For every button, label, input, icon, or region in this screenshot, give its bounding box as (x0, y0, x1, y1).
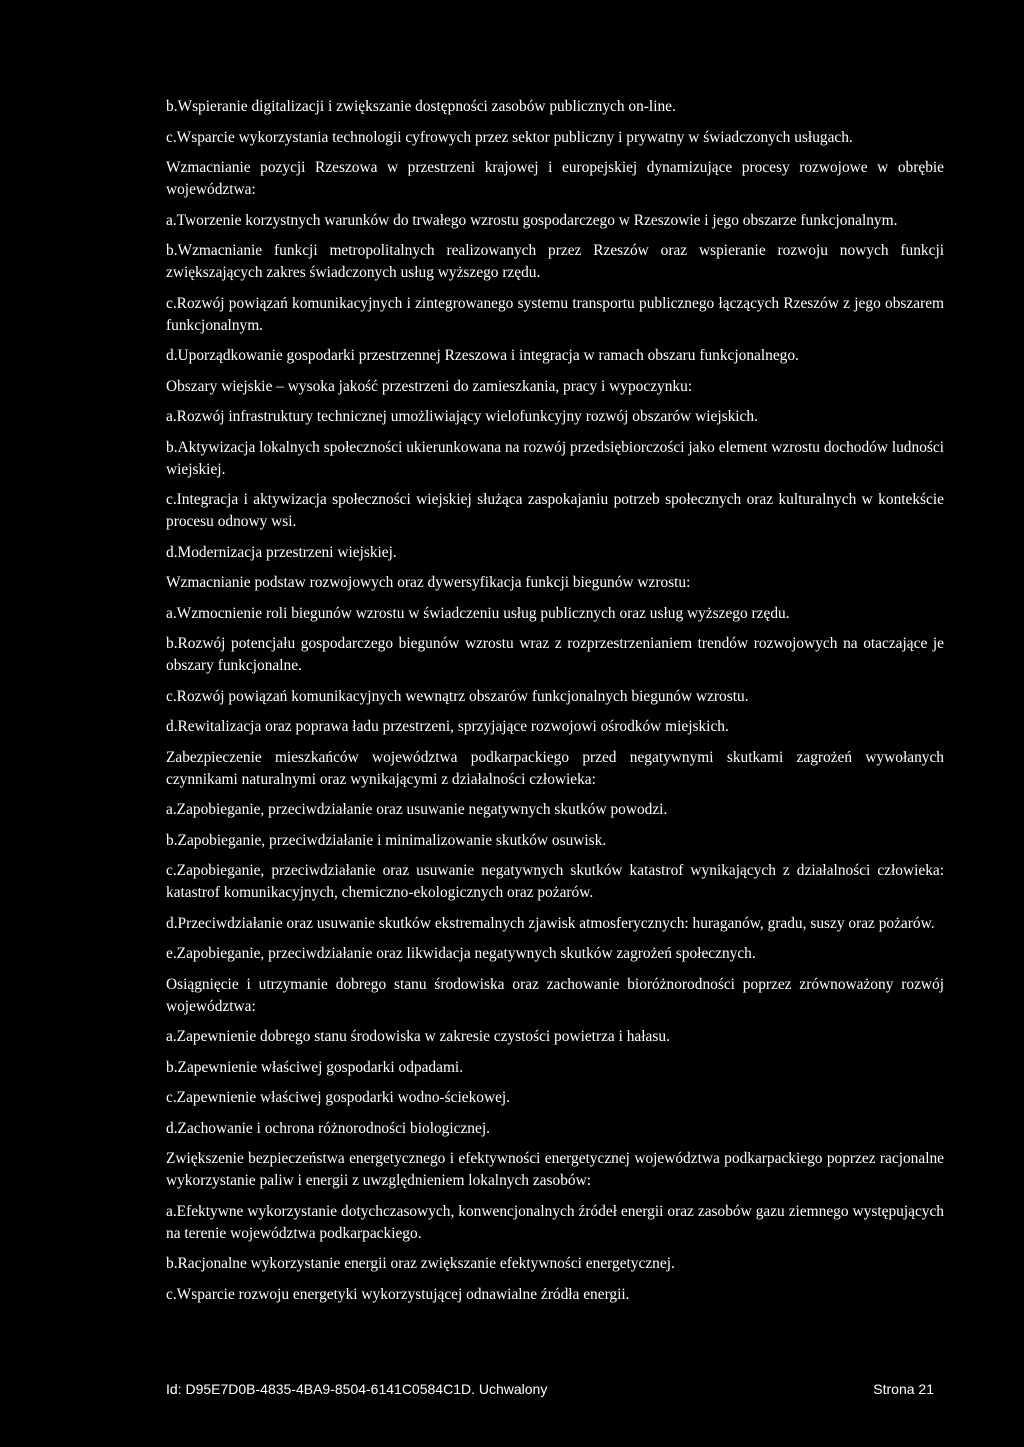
document-body (166, 96, 944, 1314)
paragraph: d.Przeciwdziałanie oraz usuwanie skutków ekstremalnych zjawisk atmosferycznych: huraganów, gradu, suszy oraz pożarów. (166, 914, 935, 932)
paragraph: d.Uporządkowanie gospodarki przestrzennej Rzeszowa i integracja w ramach obszaru funkcjonalnego. (166, 347, 799, 364)
paragraph: c.Rozwój powiązań komunikacyjnych i zintegrowanego systemu transportu publicznego łączących Rzeszów z jego obszarem funkcjonalnym. (166, 294, 944, 334)
page-number: Strona 21 (873, 1381, 934, 1397)
section-heading: Wzmacnianie podstaw rozwojowych oraz dywersyfikacja funkcji biegunów wzrostu: (166, 574, 691, 591)
paragraph: a.Zapewnienie dobrego stanu środowiska w zakresie czystości powietrza i hałasu. (166, 1028, 670, 1045)
paragraph: c.Zapewnienie właściwej gospodarki wodno-ściekowej. (166, 1089, 511, 1106)
paragraph: c.Rozwój powiązań komunikacyjnych wewnątrz obszarów funkcjonalnych biegunów wzrostu. (166, 687, 749, 705)
paragraph: a.Zapobieganie, przeciwdziałanie oraz usuwanie negatywnych skutków powodzi. (166, 801, 668, 818)
paragraph: d.Zachowanie i ochrona różnorodności biologicznej. (166, 1119, 490, 1137)
paragraph: b.Zapobieganie, przeciwdziałanie i minimalizowanie skutków osuwisk. (166, 831, 607, 849)
section-heading: Zwiększenie bezpieczeństwa energetycznego i efektywności energetycznej województwa podkarpackiego poprzez racjonalne wykorzystanie paliw i energii z uwzględnieniem lokalnych zasobów: (166, 1150, 944, 1189)
paragraph: c.Wsparcie wykorzystania technologii cyfrowych przez sektor publiczny i prywatny w świadczonych usługach. (166, 128, 853, 146)
paragraph: a.Wzmocnienie roli biegunów wzrostu w świadczeniu usług publicznych oraz usług wyższego rzędu. (166, 604, 790, 622)
page-footer (166, 1380, 934, 1398)
section-heading: Obszary wiejskie – wysoka jakość przestrzeni do zamieszkania, pracy i wypoczynku: (166, 377, 693, 395)
paragraph: b.Zapewnienie właściwej gospodarki odpadami. (166, 1058, 464, 1076)
paragraph: c.Zapobieganie, przeciwdziałanie oraz usuwanie negatywnych skutków katastrof wynikających z działalności człowieka: katastrof komunikacyjnych, chemiczno-ekologicznych oraz pożarów. (166, 862, 944, 901)
paragraph: d.Modernizacja przestrzeni wiejskiej. (166, 543, 397, 561)
paragraph: a.Tworzenie korzystnych warunków do trwałego wzrostu gospodarczego w Rzeszowie i jego obszarze funkcjonalnym. (166, 211, 898, 229)
section-heading: Osiągnięcie i utrzymanie dobrego stanu środowiska oraz zachowanie bioróżnorodności poprzez zrównoważony rozwój województwa: (166, 975, 944, 1015)
paragraph: b.Wspieranie digitalizacji i zwiększanie dostępności zasobów publicznych on-line. (166, 98, 676, 115)
paragraph: d.Rewitalizacja oraz poprawa ładu przestrzeni, sprzyjające rozwojowi ośrodków miejskich. (166, 718, 729, 735)
paragraph: b.Racjonalne wykorzystanie energii oraz zwiększanie efektywności energetycznej. (166, 1255, 675, 1272)
paragraph: c.Wsparcie rozwoju energetyki wykorzystującej odnawialne źródła energii. (166, 1285, 630, 1303)
section-heading: Zabezpieczenie mieszkańców województwa podkarpackiego przed negatywnymi skutkami zagrożeń wywołanych czynnikami naturalnymi oraz wynikającymi z działalności człowieka: (166, 748, 944, 788)
section-heading: Wzmacnianie pozycji Rzeszowa w przestrzeni krajowej i europejskiej dynamizujące procesy rozwojowe w obrębie województwa: (166, 159, 944, 198)
paragraph: e.Zapobieganie, przeciwdziałanie oraz likwidacja negatywnych skutków zagrożeń społecznych. (166, 945, 756, 962)
paragraph: b.Aktywizacja lokalnych społeczności ukierunkowana na rozwój przedsiębiorczości jako element wzrostu dochodów ludności wiejskiej. (166, 438, 944, 478)
paragraph: b.Wzmacnianie funkcji metropolitalnych realizowanych przez Rzeszów oraz wspieranie rozwoju nowych funkcji zwiększających zakres świadczonych usług wyższego rzędu. (166, 242, 944, 281)
paragraph: a.Efektywne wykorzystanie dotychczasowych, konwencjonalnych źródeł energii oraz zasobów gazu ziemnego występujących na terenie województwa podkarpackiego. (166, 1202, 944, 1242)
document-id: Id: D95E7D0B-4835-4BA9-8504-6141C0584C1D. Uchwalony (166, 1381, 548, 1397)
paragraph: c.Integracja i aktywizacja społeczności wiejskiej służąca zaspokajaniu potrzeb społecznych oraz kulturalnych w kontekście procesu odnowy wsi. (166, 491, 944, 530)
paragraph: a.Rozwój infrastruktury technicznej umożliwiający wielofunkcyjny rozwój obszarów wiejskich. (166, 408, 758, 425)
paragraph: b.Rozwój potencjału gospodarczego biegunów wzrostu wraz z rozprzestrzenianiem trendów rozwojowych na otaczające je obszary funkcjonalne. (166, 635, 944, 674)
